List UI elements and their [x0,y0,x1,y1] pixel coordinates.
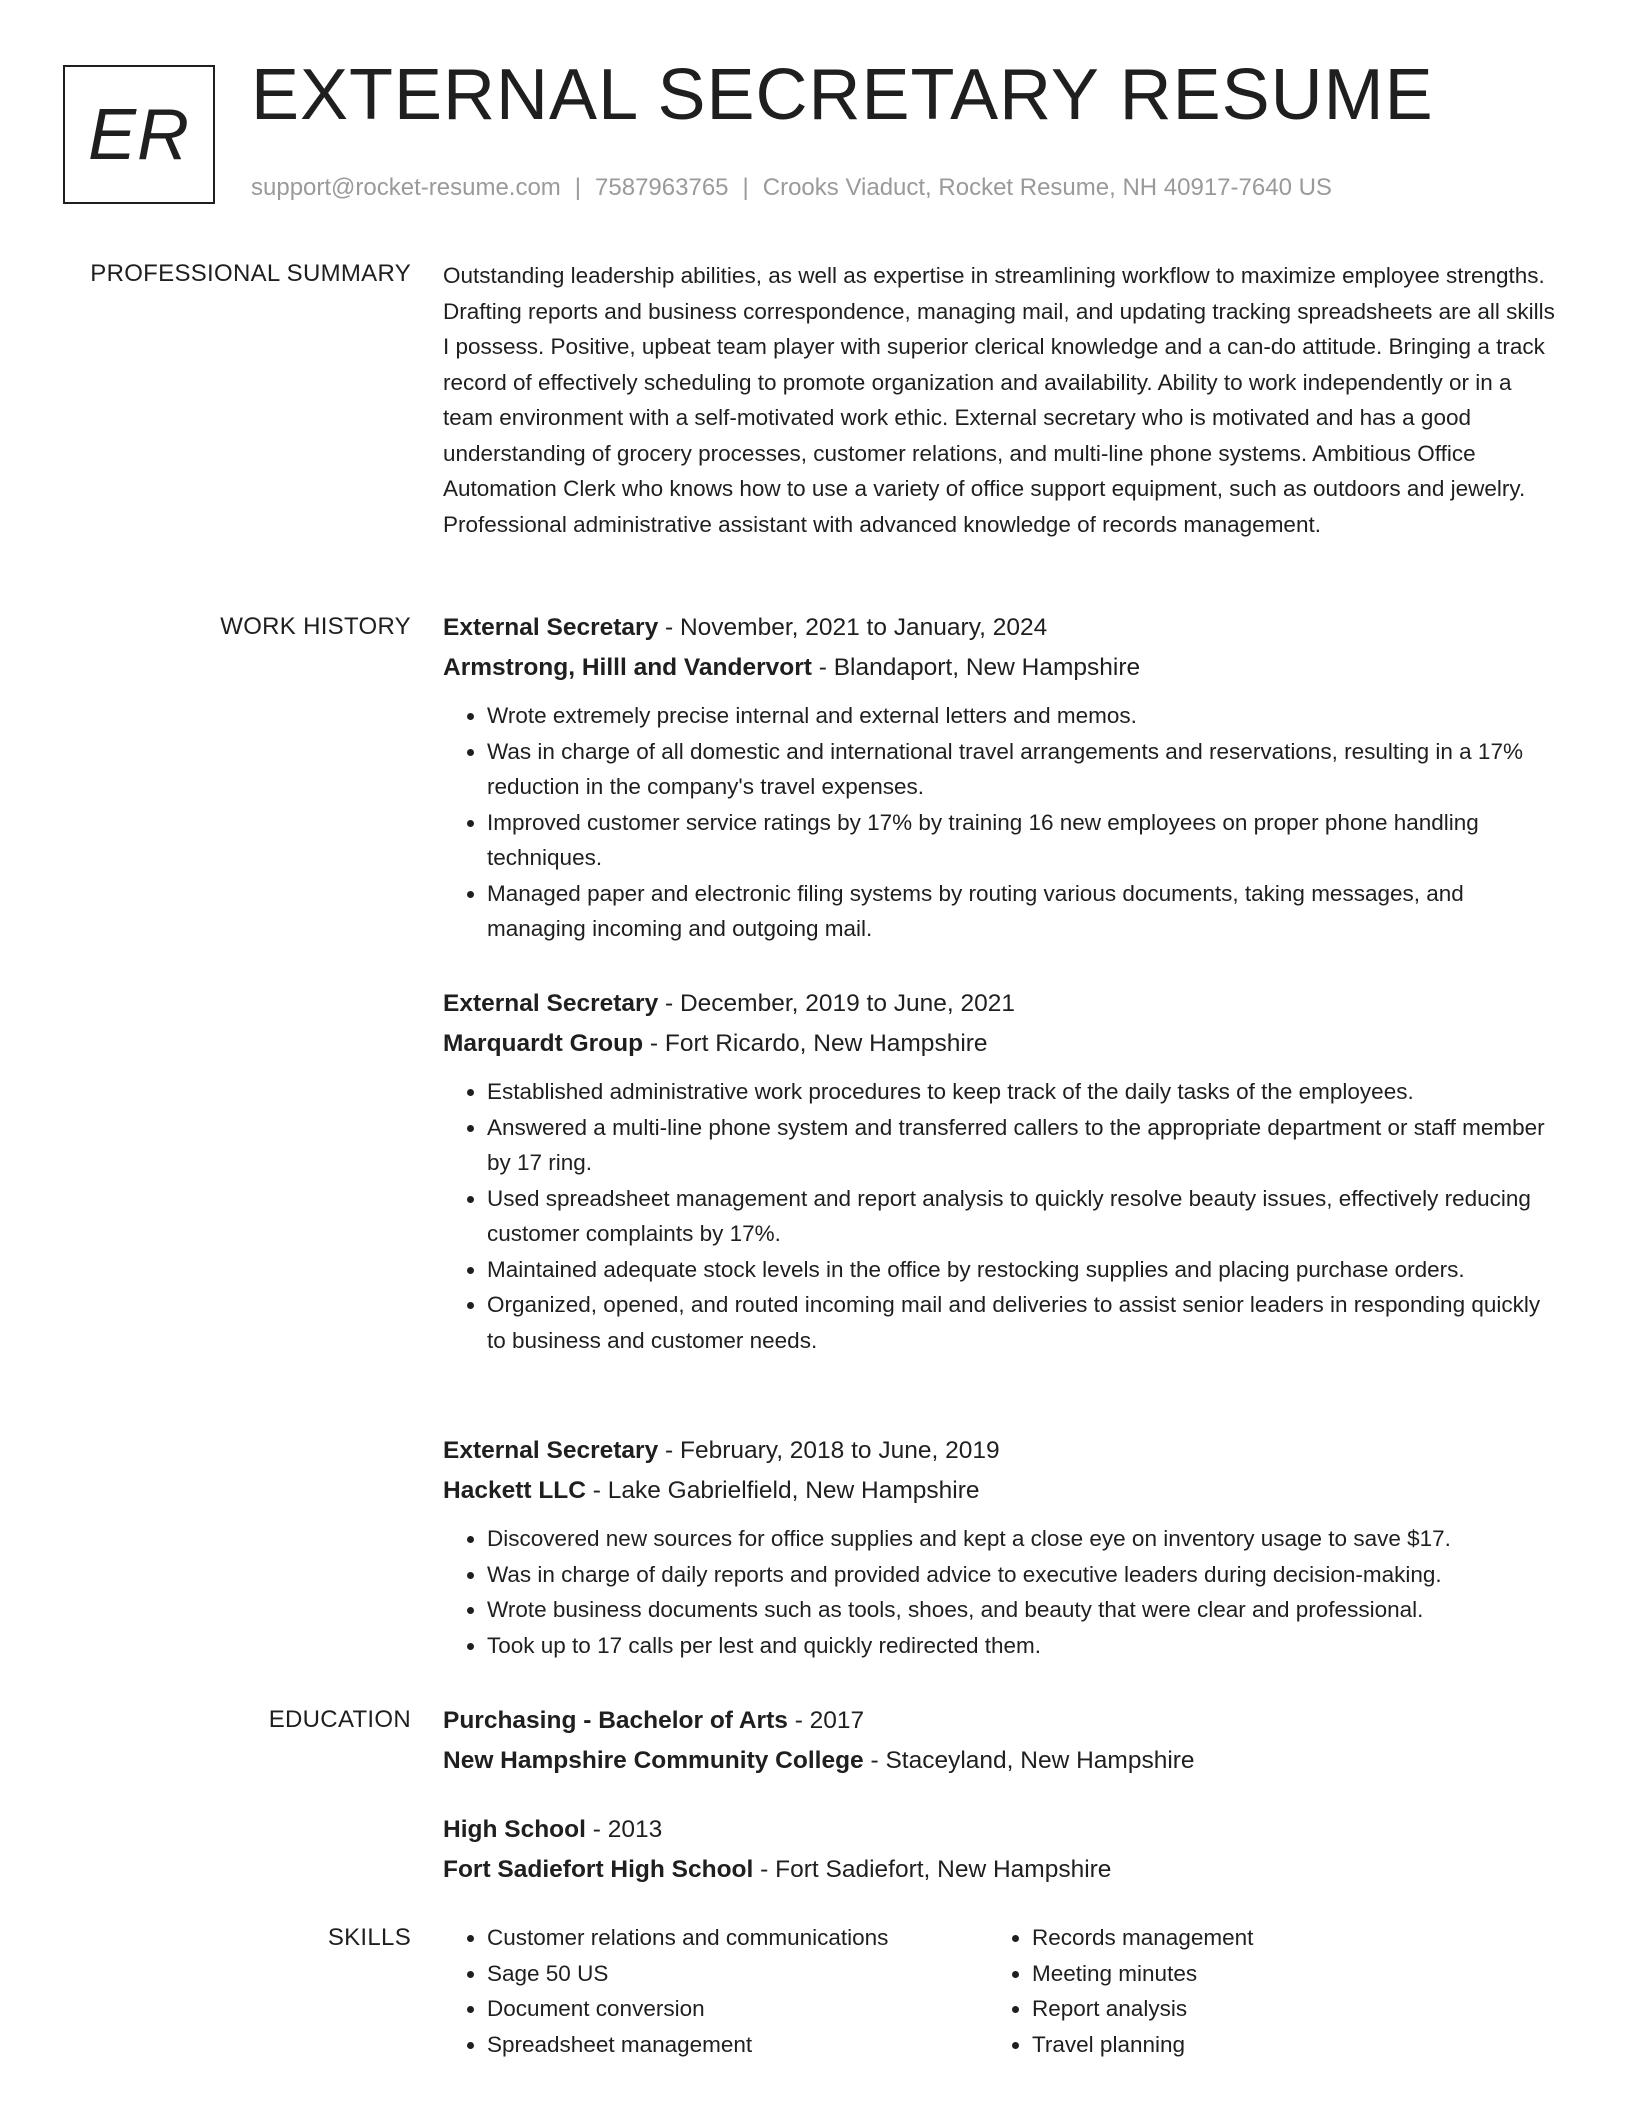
job-entry [443,984,1555,1358]
list-item: • Customer relations and communications [487,1920,988,1956]
list-item: • Managed paper and electronic filing systems by routing various documents, taking messages, and managing incoming and outgoing mail. [487,876,1555,947]
monogram-box [63,65,215,204]
job-location: - Lake Gabrielfield, New Hampshire [585,1477,980,1504]
skills-column-left [443,1920,988,2062]
list-item: • Used spreadsheet management and report analysis to quickly resolve beauty issues, effectively reducing customer complaints by 17%. [487,1181,1555,1252]
list-item: • Was in charge of all domestic and international travel arrangements and reservations, resulting in a 17% reduction in the company's travel expenses. [487,734,1555,805]
skills-column-right [988,1920,1533,2062]
list-item: • Was in charge of daily reports and provided advice to executive leaders during decision-making. [487,1557,1555,1593]
job-title: External Secretary [443,614,659,641]
list-item: • Travel planning [1032,2027,1533,2063]
list-item: • Sage 50 US [487,1956,988,1992]
job-title-line [443,1431,1555,1471]
contact-address: Crooks Viaduct, Rocket Resume, NH 40917-7640 US [762,174,1332,201]
education-school-line [443,1850,1555,1890]
education-entry [443,1810,1555,1890]
job-company: Armstrong, Hilll and Vandervort [443,654,812,681]
contact-email[interactable]: support@rocket-resume.com [251,174,561,201]
education-year: - 2017 [787,1707,865,1734]
education-year: - 2013 [585,1816,663,1843]
job-entry [443,608,1555,947]
list-item: • Spreadsheet management [487,2027,988,2063]
contact-separator: | [574,174,582,201]
skills-section [443,1920,1555,2062]
education-entry [443,1701,1555,1781]
job-bullets [443,1521,1555,1663]
list-item: • Organized, opened, and routed incoming mail and deliveries to assist senior leaders in responding quickly to business and customer needs. [487,1287,1555,1358]
education-school: New Hampshire Community College [443,1747,864,1774]
section-label-skills: SKILLS [327,1924,411,1951]
section-label-education: EDUCATION [268,1706,411,1733]
education-location: - Staceyland, New Hampshire [863,1747,1195,1774]
list-item: • Document conversion [487,1991,988,2027]
contact-separator: | [742,174,749,201]
education-degree: High School [443,1816,586,1843]
education-school: Fort Sadiefort High School [443,1856,754,1883]
job-location: - Blandaport, New Hampshire [811,654,1141,681]
education-degree-line [443,1701,1555,1741]
education-location: - Fort Sadiefort, New Hampshire [753,1856,1112,1883]
contact-line [251,174,1332,202]
job-title-line [443,608,1555,648]
job-bullets [443,698,1555,947]
job-company-line [443,1024,1555,1064]
section-label-work-history: WORK HISTORY [220,613,411,640]
list-item: • Maintained adequate stock levels in the office by restocking supplies and placing purchase orders. [487,1252,1555,1288]
list-item: • Report analysis [1032,1991,1533,2027]
resume-title: EXTERNAL SECRETARY RESUME [251,55,1434,135]
job-company-line [443,648,1555,688]
job-company: Marquardt Group [443,1030,644,1057]
job-title: External Secretary [443,1437,659,1464]
list-item: • Established administrative work procedures to keep track of the daily tasks of the employees. [487,1074,1555,1110]
summary-section [443,258,1555,542]
job-company-line [443,1471,1555,1511]
job-title-line [443,984,1555,1024]
job-bullets [443,1074,1555,1358]
education-degree: Purchasing - Bachelor of Arts [443,1707,788,1734]
job-dates: - December, 2019 to June, 2021 [658,990,1016,1017]
job-title: External Secretary [443,990,659,1017]
list-item: • Took up to 17 calls per lest and quickly redirected them. [487,1628,1555,1664]
education-school-line [443,1741,1555,1781]
job-location: - Fort Ricardo, New Hampshire [643,1030,988,1057]
contact-phone[interactable]: 7587963765 [595,174,729,201]
list-item: • Answered a multi-line phone system and transferred callers to the appropriate department or staff member by 17 ring. [487,1110,1555,1181]
list-item: • Records management [1032,1920,1533,1956]
list-item: • Discovered new sources for office supplies and kept a close eye on inventory usage to save $17. [487,1521,1555,1557]
list-item: • Improved customer service ratings by 17% by training 16 new employees on proper phone handling techniques. [487,805,1555,876]
summary-text: Outstanding leadership abilities, as well as expertise in streamlining workflow to maximize employee strengths. Drafting reports and business correspondence, managing mail, and updating tracking spreadsheets are all skills I possess. Positive, upbeat team player with superior clerical knowledge and a can-do attitude. Bringing a track record of effectively scheduling to promote organization and availability. Ability to work independently or in a team environment with a self-motivated work ethic. External secretary who is motivated and has a good understanding of grocery processes, customer relations, and multi-line phone systems. Ambitious Office Automation Clerk who knows how to use a variety of office support equipment, such as outdoors and jewelry. Professional administrative assistant with advanced knowledge of records management. [443,263,1555,537]
job-entry [443,1431,1555,1663]
section-label-summary: PROFESSIONAL SUMMARY [90,260,411,287]
list-item: • Wrote extremely precise internal and external letters and memos. [487,698,1555,734]
job-dates: - November, 2021 to January, 2024 [658,614,1048,641]
job-dates: - February, 2018 to June, 2019 [658,1437,1000,1464]
education-degree-line [443,1810,1555,1850]
monogram-initials: ER [87,94,191,175]
list-item: • Meeting minutes [1032,1956,1533,1992]
job-company: Hackett LLC [443,1477,586,1504]
list-item: • Wrote business documents such as tools, shoes, and beauty that were clear and professional. [487,1592,1555,1628]
